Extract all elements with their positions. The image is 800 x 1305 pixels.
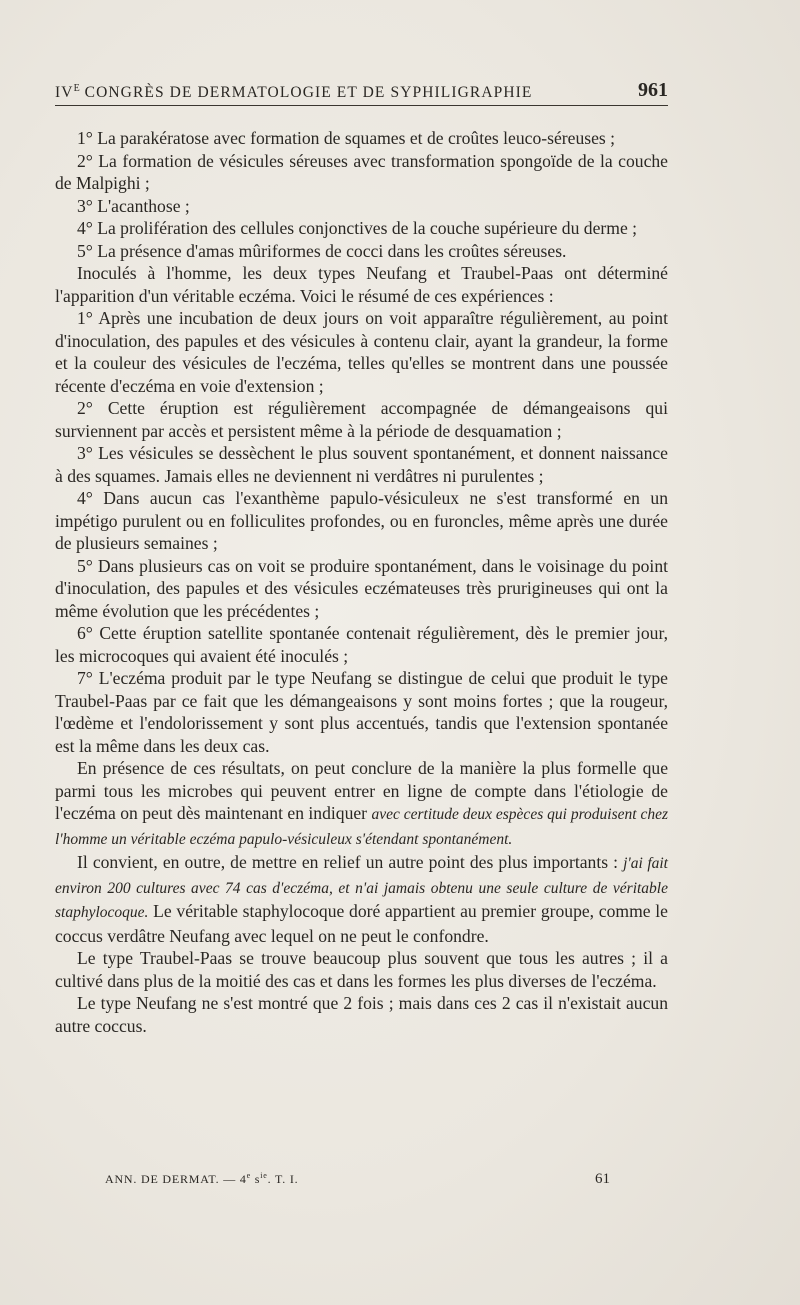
journal-ref-sup2: ie: [260, 1171, 268, 1180]
running-head-title: [55, 83, 532, 102]
journal-ref-b: s: [251, 1172, 261, 1186]
paragraph: Le type Neufang ne s'est montré que 2 fois ; mais dans ces 2 cas il n'existait aucun autre coccus.: [55, 993, 668, 1036]
paragraph-conclusion: [55, 757, 668, 851]
paragraph: 3° L'acanthose ;: [77, 195, 190, 216]
running-head-text: CONGRÈS DE DERMATOLOGIE ET DE SYPHILIGRAPHIE: [79, 84, 533, 101]
header-rule: [55, 105, 668, 106]
paragraph: Le type Traubel-Paas se trouve beaucoup plus souvent que tous les autres ; il a cultivé dans plus de la moitié des cas et dans les formes les plus diverses de l'eczéma.: [55, 948, 668, 991]
paragraph: Inoculés à l'homme, les deux types Neufang et Traubel-Paas ont déterminé l'apparition d'un véritable eczéma. Voici le résumé de ces expériences :: [55, 263, 668, 306]
running-head-numeral: IV: [55, 84, 74, 101]
paragraph: 5° Dans plusieurs cas on voit se produire spontanément, dans le voisinage du point d'inoculation, des papules et des vésicules eczémateuses très prurigineuses qui ont la même évolution que les précédentes ;: [55, 555, 668, 621]
paragraph: 4° Dans aucun cas l'exanthème papulo-vésiculeux ne s'est transformé en un impétigo purulent ou en folliculites profondes, ou en furoncles, même après une durée de plusieurs semaines ;: [55, 488, 668, 553]
conclusion-italic: avec certitude deux espèces qui produisent chez l'homme un véritable eczéma papulo-vésiculeux s'étendant spontanément.: [55, 806, 668, 848]
staphylo-text-before: Il convient, en outre, de mettre en relief un autre point des plus importants :: [77, 852, 624, 872]
staphylo-text-after: Le véritable staphylocoque doré appartient au premier groupe, comme le coccus verdâtre Neufang avec lequel on ne peut le confondre.: [55, 901, 668, 946]
paragraph: 5° La présence d'amas mûriformes de cocci dans les croûtes séreuses.: [77, 240, 567, 261]
paragraph: 2° Cette éruption est régulièrement accompagnée de démangeaisons qui surviennent par accès et persistent même à la période de desquamation ;: [55, 398, 668, 441]
paragraph-staphylo: [55, 851, 668, 947]
paragraph: 6° Cette éruption satellite spontanée contenait régulièrement, dès le premier jour, les microcoques qui avaient été inoculés ;: [55, 623, 668, 666]
paragraph: 2° La formation de vésicules séreuses avec transformation spongoïde de la couche de Malpighi ;: [55, 150, 668, 193]
paragraph: 1° Après une incubation de deux jours on voit apparaître régulièrement, au point d'inoculation, des papules et des vésicules à contenu clair, ayant la grandeur, la forme et la couleur des vésicules de l'eczéma, telles qu'elles se montrent dans une poussée récente d'eczéma en voie d'extension ;: [55, 308, 668, 396]
running-head-numeral-sup: E: [73, 82, 80, 94]
journal-ref-c: . T. I.: [267, 1172, 299, 1186]
body-text: [55, 127, 668, 1037]
staphylo-italic: j'ai fait environ 200 cultures avec 74 cas d'eczéma, et n'ai jamais obtenu une seule culture de véritable staphylocoque.: [55, 855, 668, 921]
paragraph: 7° L'eczéma produit par le type Neufang se distingue de celui que produit le type Traubel-Paas par ce fait que les démangeaisons y sont moins fortes ; que la rougeur, l'œdème et l'endolorissement y sont plus accentués, tandis que l'extension spontanée est la même dans les deux cas.: [55, 668, 668, 756]
journal-reference: [105, 1171, 298, 1187]
conclusion-text: En présence de ces résultats, on peut conclure de la manière la plus formelle que parmi tous les microbes qui peuvent entrer en ligne de compte dans l'étiologie de l'eczéma on peut dès maintenant en indiquer: [55, 758, 668, 823]
running-head: [55, 74, 668, 102]
journal-ref-sup1: e: [246, 1171, 251, 1180]
paragraph: 3° Les vésicules se dessèchent le plus souvent spontanément, et donnent naissance à des squames. Jamais elles ne deviennent ni verdâtres ni purulentes ;: [55, 443, 668, 486]
paragraph: 1° La parakératose avec formation de squames et de croûtes leuco-séreuses ;: [77, 128, 616, 148]
footer: [105, 1171, 610, 1188]
page-number: 961: [638, 79, 668, 101]
signature-mark: 61: [595, 1171, 610, 1187]
paragraph: 4° La prolifération des cellules conjonctives de la couche supérieure du derme ;: [77, 218, 638, 238]
journal-ref-a: ANN. DE DERMAT. — 4: [105, 1172, 247, 1186]
